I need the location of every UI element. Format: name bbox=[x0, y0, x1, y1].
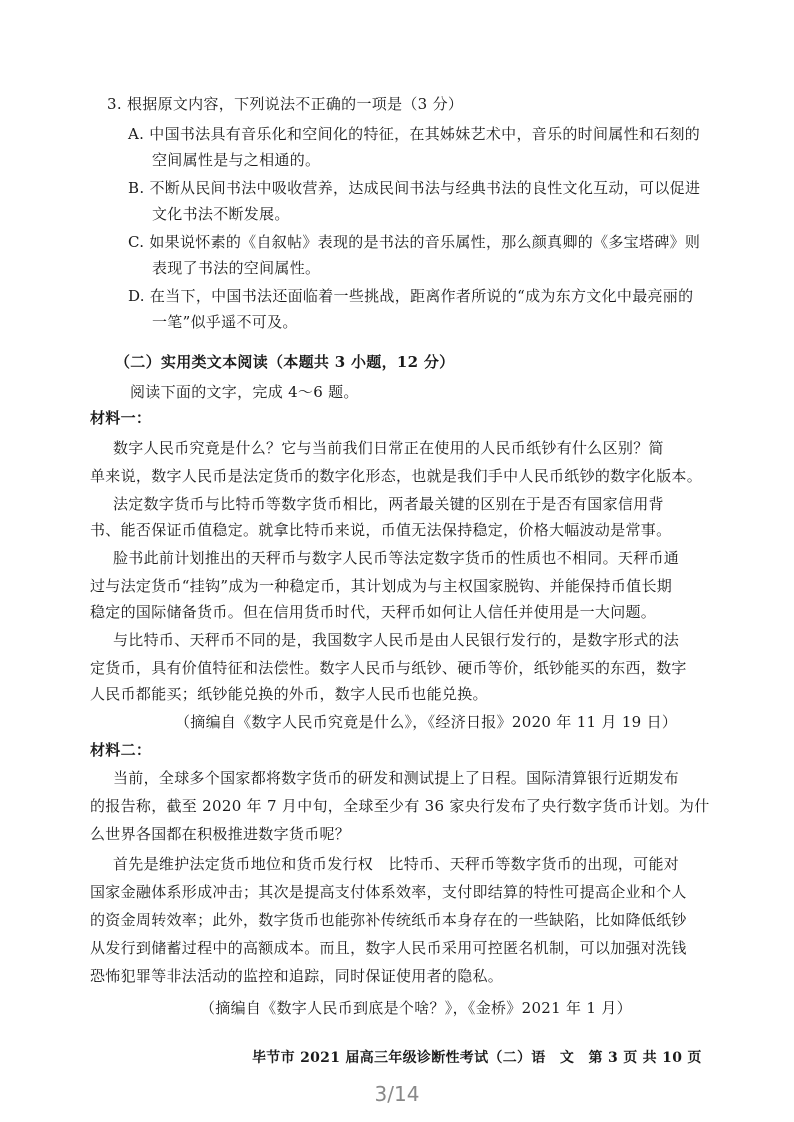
page-footer: 毕节市 2021 届高三年级诊断性考试（二）语 文 第 3 页 共 10 页 bbox=[252, 1050, 702, 1066]
material-2-line: 首先是维护法定货币地位和货币发行权 比特币、天秤币等数字货币的出现，可能对 bbox=[113, 855, 680, 873]
material-2-line: 么世界各国都在积极推进数字货币呢？ bbox=[90, 825, 351, 843]
material-2-line: 当前，全球多个国家都将数字货币的研发和测试提上了日程。国际清算银行近期发布 bbox=[113, 769, 680, 787]
material-1-source: （摘编自《数字人民币究竟是什么》，《经济日报》2020 年 11 月 19 日） bbox=[175, 713, 678, 731]
material-2-line: 从发行到储蓄过程中的高额成本。而且，数字人民币采用可控匿名机制，可以加强对洗钱 bbox=[90, 939, 687, 957]
material-1-line: 稳定的国际储备货币。但在信用货币时代，天秤币如何让人信任并使用是一大问题。 bbox=[90, 603, 657, 621]
material-1-line: 书、能否保证币值稳定。就拿比特币来说，币值无法保持稳定，价格大幅波动是常事。 bbox=[90, 521, 672, 539]
material-1-line: 与比特币、天秤币不同的是，我国数字人民币是由人民银行发行的，是数字形式的法 bbox=[113, 631, 680, 649]
material-1-line: 单来说，数字人民币是法定货币的数字化形态，也就是我们手中人民币纸钞的数字化版本。 bbox=[90, 467, 703, 485]
material-1-label: 材料一： bbox=[90, 409, 152, 427]
option-d-line-1: D. 在当下，中国书法还面临着一些挑战，距离作者所说的“成为东方文化中最亮丽的 bbox=[128, 287, 694, 305]
material-2-line: 恐怖犯罪等非法活动的监控和追踪，同时保证使用者的隐私。 bbox=[90, 967, 504, 985]
material-1-line: 法定数字货币与比特币等数字货币相比，两者最关键的区别在于是否有国家信用背 bbox=[113, 495, 664, 513]
material-2-label: 材料二： bbox=[90, 741, 152, 759]
option-a-line-2: 空间属性是与之相通的。 bbox=[152, 151, 321, 169]
option-c-line-1: C. 如果说怀素的《自叙帖》表现的是书法的音乐属性，那么颜真卿的《多宝塔碑》则 bbox=[128, 233, 701, 251]
section-instruction: 阅读下面的文字，完成 4～6 题。 bbox=[130, 383, 359, 401]
material-2-line: 的资金周转效率；此外，数字货币也能弥补传统纸币本身存在的一些缺陷，比如降低纸钞 bbox=[90, 911, 687, 929]
option-b-line-2: 文化书法不断发展。 bbox=[152, 205, 290, 223]
material-1-line: 定货币，具有价值特征和法偿性。数字人民币与纸钞、硬币等价，纸钞能买的东西，数字 bbox=[90, 659, 687, 677]
material-1-line: 过与法定货币“挂钩”成为一种稳定币，其计划成为与主权国家脱钩、并能保持币值长期 bbox=[90, 577, 673, 595]
option-c-line-2: 表现了书法的空间属性。 bbox=[152, 259, 321, 277]
material-2-line: 的报告称，截至 2020 年 7 月中旬，全球至少有 36 家央行发布了央行数字货币计划。为什 bbox=[90, 797, 710, 815]
option-b-line-1: B. 不断从民间书法中吸收营养，达成民间书法与经典书法的良性文化互动，可以促进 bbox=[128, 179, 701, 197]
material-1-line: 数字人民币究竟是什么？它与当前我们日常正在使用的人民币纸钞有什么区别？简 bbox=[113, 439, 664, 457]
option-d-line-2: 一笔”似乎遥不可及。 bbox=[152, 313, 298, 331]
section-title: （二）实用类文本阅读（本题共 3 小题，12 分） bbox=[115, 353, 455, 371]
material-2-line: 国家金融体系形成冲击；其次是提高支付体系效率，支付即结算的特性可提高企业和个人 bbox=[90, 883, 687, 901]
material-1-line: 脸书此前计划推出的天秤币与数字人民币等法定数字货币的性质也不相同。天秤币通 bbox=[113, 549, 680, 567]
material-1-line: 人民币都能买；纸钞能兑换的外币，数字人民币也能兑换。 bbox=[90, 685, 488, 703]
page-indicator: 3/14 bbox=[374, 1082, 420, 1106]
material-2-source: （摘编自《数字人民币到底是个啥？》，《金桥》2021 年 1 月） bbox=[200, 999, 632, 1017]
question-3-stem: 3. 根据原文内容，下列说法不正确的一项是（3 分） bbox=[107, 95, 464, 113]
option-a-line-1: A. 中国书法具有音乐化和空间化的特征，在其姊妹艺术中，音乐的时间属性和石刻的 bbox=[128, 125, 701, 143]
